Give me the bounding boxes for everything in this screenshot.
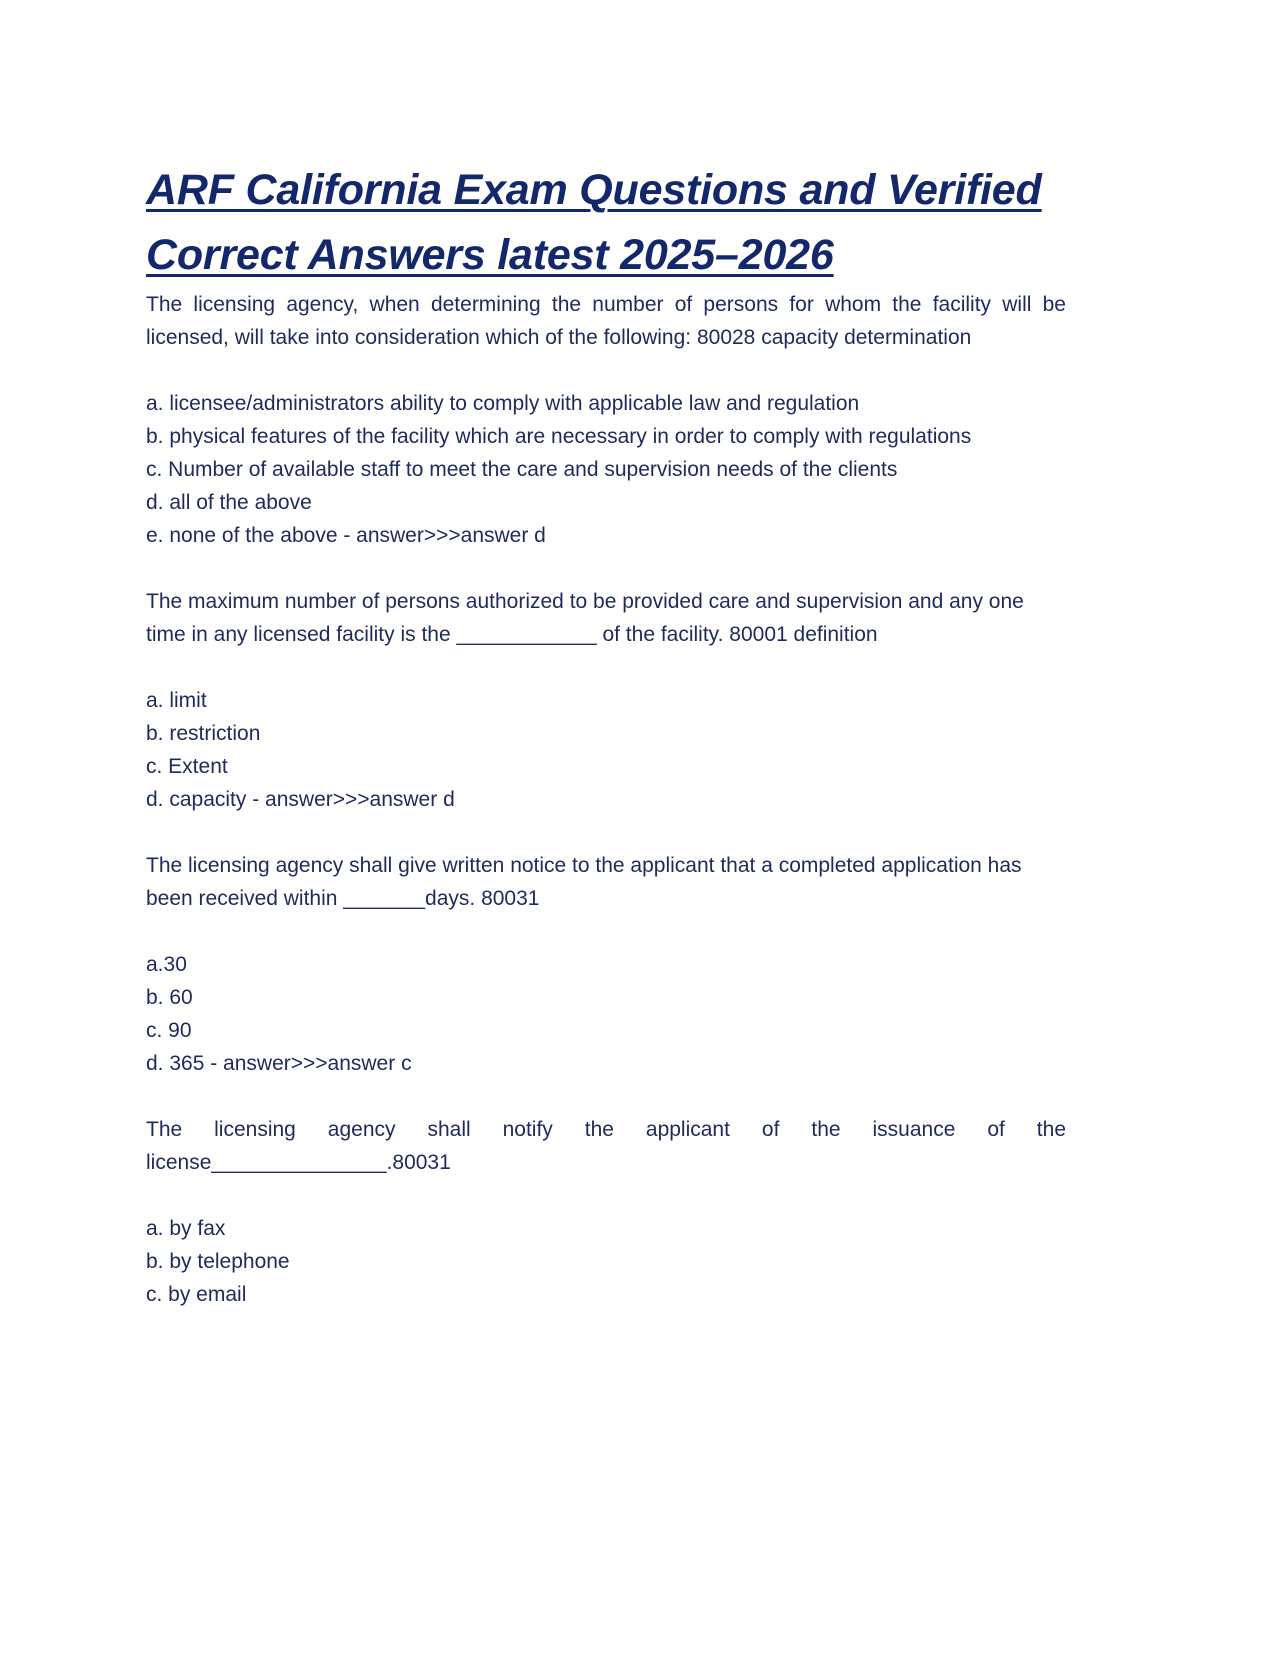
option-list bbox=[146, 387, 1066, 552]
option-item: d. all of the above bbox=[146, 491, 312, 514]
option-item: c. by email bbox=[146, 1283, 247, 1306]
option-item: c. Number of available staff to meet the care and supervision needs of the clients bbox=[146, 458, 898, 481]
question-block-4 bbox=[146, 1113, 1066, 1311]
option-list bbox=[146, 684, 1066, 816]
question-text: The licensing agency, when determining the number of persons for whom the facility will be licensed, will take into consideration which of the following: 80028 capacity determination bbox=[146, 293, 1066, 349]
document-title bbox=[146, 158, 1066, 288]
option-item: c. 90 bbox=[146, 1019, 192, 1042]
option-item: d. 365 - answer>>>answer c bbox=[146, 1052, 412, 1075]
option-item: a. by fax bbox=[146, 1217, 226, 1240]
option-item: e. none of the above - answer>>>answer d bbox=[146, 524, 546, 547]
option-list bbox=[146, 1212, 1066, 1311]
question-text: The licensing agency shall give written notice to the applicant that a completed application has been received within _______days. 80031 bbox=[146, 854, 1022, 910]
title-line-1: ARF California Exam Questions and Verified bbox=[146, 166, 1042, 214]
question-text: The maximum number of persons authorized to be provided care and supervision and any one time in any licensed facility is the ____________ of the facility. 80001 definition bbox=[146, 590, 1024, 646]
option-item: b. 60 bbox=[146, 986, 193, 1009]
option-item: a.30 bbox=[146, 953, 187, 976]
option-item: b. physical features of the facility which are necessary in order to comply with regulations bbox=[146, 425, 972, 448]
question-block-2 bbox=[146, 585, 1066, 816]
option-item: b. by telephone bbox=[146, 1250, 290, 1273]
option-item: b. restriction bbox=[146, 722, 261, 745]
question-block-1 bbox=[146, 288, 1066, 552]
question-text-line-1: The licensing agency shall notify the applicant of the issuance of the bbox=[146, 1118, 1066, 1141]
question-text-line-2: license_______________.80031 bbox=[146, 1151, 451, 1174]
question-block-3 bbox=[146, 849, 1066, 1080]
option-list bbox=[146, 948, 1066, 1080]
option-item: a. licensee/administrators ability to comply with applicable law and regulation bbox=[146, 392, 860, 415]
document-page bbox=[146, 158, 1066, 1344]
option-item: d. capacity - answer>>>answer d bbox=[146, 788, 455, 811]
option-item: c. Extent bbox=[146, 755, 228, 778]
title-line-2: Correct Answers latest 2025–2026 bbox=[146, 231, 834, 279]
option-item: a. limit bbox=[146, 689, 207, 712]
